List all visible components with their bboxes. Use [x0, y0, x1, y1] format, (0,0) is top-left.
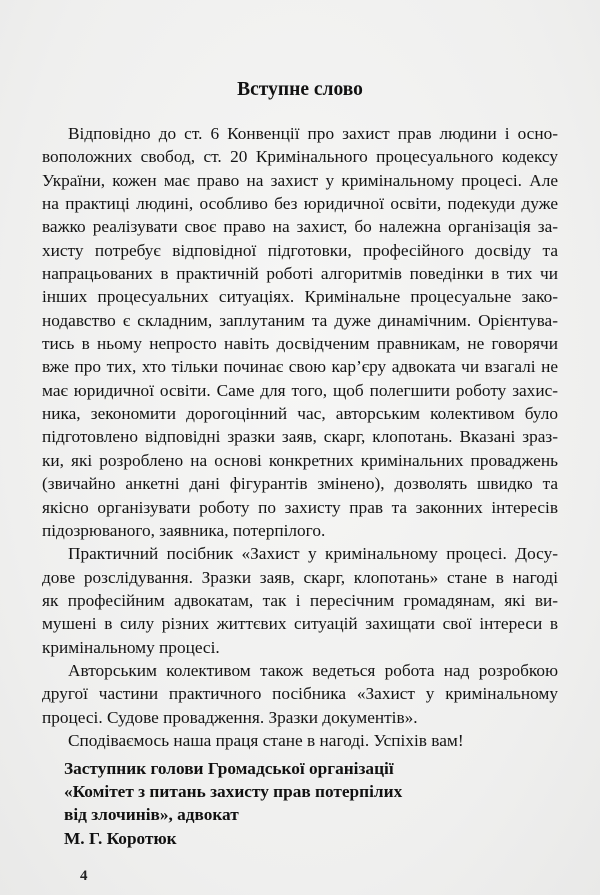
paragraph-3 [42, 659, 558, 729]
page-title: Вступне слово [237, 79, 363, 100]
text-line: ки, які розроблено на основі конкретних кримінальних проваджень [42, 450, 558, 470]
text-line: на практиці людині, особливо без юридичної освіти, подекуди дуже [42, 194, 558, 214]
signature-author-name: М. Г. Коротюк [64, 828, 177, 848]
text-line: має юридичної освіти. Саме для того, щоб полегшити роботу захис- [42, 380, 558, 400]
text-line: якісно організувати роботу по захисту прав та законних інтересів [42, 497, 558, 517]
text-line: другої частини практичного посібника «Захист у кримінальному [42, 684, 558, 704]
text-line: Авторським колективом також ведеться робота над розробкою [68, 660, 558, 680]
text-line: нодавство є складним, заплутаним та дуже динамічним. Орієнтува- [42, 310, 558, 330]
paragraph-4 [42, 729, 558, 752]
text-line: хисту потребує відповідної підготовки, професійного досвіду та [42, 240, 558, 260]
text-line: як професійним адвокатам, так і пересічним громадянам, які ви- [42, 590, 558, 610]
signature-organization: «Комітет з питань захисту прав потерпілих [64, 782, 403, 802]
text-line: інших процесуальних ситуаціях. Кримінальне процесуальне зако- [42, 287, 558, 307]
body-text [42, 122, 558, 752]
text-line: тись в ньому непросто навіть досвідченим правникам, не говорячи [42, 334, 558, 354]
text-line: Практичний посібник «Захист у кримінальному процесі. Досу- [68, 544, 558, 564]
text-line: (звичайно анкетні дані фігурантів змінено), дозволять швидко та [42, 474, 558, 494]
signature-block [64, 757, 402, 850]
text-line: воположних свобод, ст. 20 Кримінального процесуального кодексу [42, 147, 558, 167]
text-line: кримінальному процесі. [42, 637, 220, 657]
signature-position: Заступник голови Громадської організації [64, 759, 394, 778]
text-line: дове розслідування. Зразки заяв, скарг, клопотань» стане в нагоді [42, 567, 558, 587]
text-line: підозрюваного, заявника, потерпілого. [42, 520, 326, 540]
page-number: 4 [80, 868, 88, 884]
text-line: мушені в силу різних життєвих ситуацій захищати свої інтереси в [42, 614, 558, 634]
paragraph-2 [42, 542, 558, 659]
text-line: процесі. Судове провадження. Зразки документів». [42, 707, 418, 727]
text-line: вже про тих, хто тільки починає свою кар’єру адвоката чи взагалі не [42, 357, 558, 377]
text-line: Відповідно до ст. 6 Конвенції про захист прав людини і осно- [68, 124, 558, 143]
paragraph-1 [42, 122, 558, 542]
signature-organization-cont: від злочинів», адвокат [64, 805, 239, 825]
text-line: України, кожен має право на захист у кримінальному процесі. Але [42, 170, 558, 190]
text-line: важко реалізувати своє право на захист, бо належна організація за- [42, 217, 558, 237]
text-line: ника, зекономити дорогоцінний час, авторським колективом було [42, 404, 558, 424]
text-line: підготовлено відповідні зразки заяв, скарг, клопотань. Вказані зраз- [42, 427, 558, 447]
text-line: Сподіваємось наша праця стане в нагоді. Успіхів вам! [68, 730, 464, 750]
text-line: напрацьованих в практичній роботі алгоритмів поведінки в тих чи [42, 264, 558, 284]
